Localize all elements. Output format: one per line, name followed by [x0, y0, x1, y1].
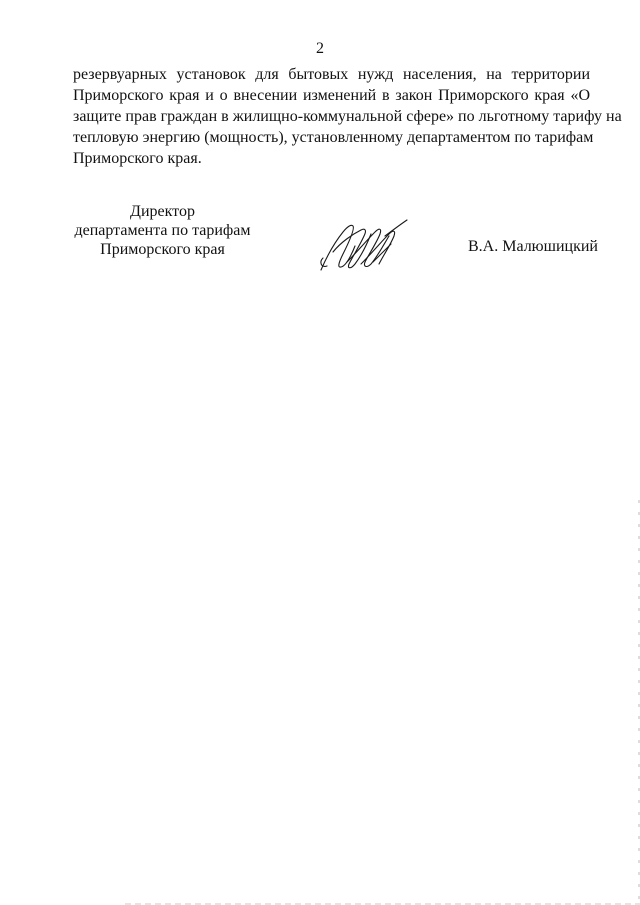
handwritten-signature [313, 212, 413, 274]
body-line-3: защите прав граждан в жилищно-коммунальной сфере» по льготному тарифу на [73, 108, 622, 125]
page-number: 2 [316, 40, 324, 57]
body-line-2: Приморского края и о внесении изменений в закон Приморского края «О [73, 87, 590, 104]
body-line-5: Приморского края. [73, 150, 202, 167]
body-line-4: тепловую энергию (мощность), установленному департаментом по тарифам [73, 129, 594, 146]
signatory-position [70, 202, 255, 259]
position-line-director: Директор [130, 203, 195, 220]
position-line-department: департамента по тарифам [74, 222, 251, 239]
signer-name: В.А. Малюшицкий [468, 238, 598, 255]
body-line-1: резервуарных установок для бытовых нужд населения, на территории [73, 66, 590, 83]
body-paragraph [73, 64, 622, 169]
position-line-region: Приморского края [100, 241, 225, 258]
